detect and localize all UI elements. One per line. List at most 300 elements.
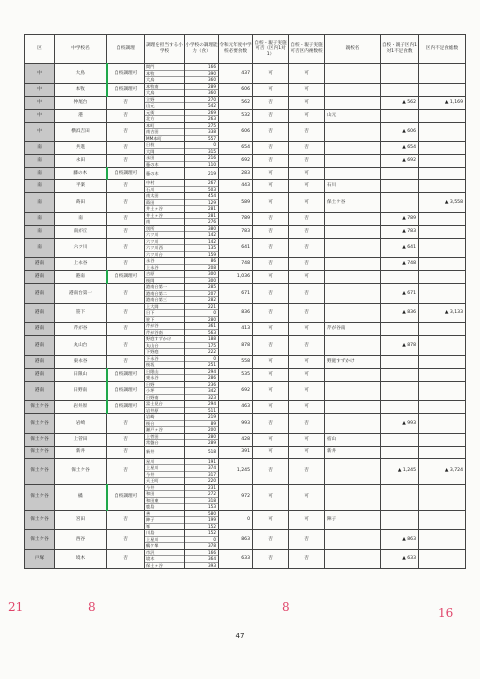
required-meals-cell: 606 <box>219 122 253 142</box>
elementary-school-name: 和田 <box>145 491 184 498</box>
column-header: 自校調理 <box>107 35 145 64</box>
feasibility-1to1-cell: 否 <box>253 225 289 238</box>
required-meals-cell: 863 <box>219 530 253 550</box>
table-row <box>25 212 466 225</box>
school-name-cell: 六ツ川 <box>55 238 107 258</box>
ward-cell: 保土ケ谷 <box>25 446 55 458</box>
self-cook-cell: 自校調理可 <box>107 381 145 401</box>
elementary-schools-cell <box>145 225 185 238</box>
capacity-value: 0 <box>185 537 218 544</box>
capacity-value: 285 <box>185 284 218 291</box>
elementary-school-name: 間門 <box>145 64 184 71</box>
ward-total-cell <box>419 83 466 96</box>
elementary-school-name: 本町 <box>145 123 184 130</box>
table-row <box>25 142 466 155</box>
parent-school-cell: 宿山 <box>325 433 381 446</box>
shortage-cell <box>381 355 419 368</box>
capacity-cell <box>185 446 219 458</box>
elementary-schools-cell <box>145 530 185 550</box>
feasibility-1to1-cell: 可 <box>253 193 289 213</box>
feasibility-1to1-cell: 可 <box>253 433 289 446</box>
handwritten-mark-2: 8 <box>88 600 96 614</box>
elementary-school-name: 大鳥 <box>146 77 155 82</box>
feasibility-multi-cell: 可 <box>289 96 325 109</box>
elementary-schools-cell <box>145 323 185 336</box>
capacity-value: 374 <box>185 465 218 472</box>
self-cook-cell: 否 <box>107 142 145 155</box>
capacity-cell <box>185 258 219 271</box>
ward-cell: 保土ケ谷 <box>25 401 55 414</box>
handwritten-mark-1: 21 <box>8 600 24 614</box>
table-row <box>25 401 466 414</box>
school-name-cell: 蒔田 <box>55 193 107 213</box>
self-cook-cell: 否 <box>107 458 145 484</box>
required-meals-cell: 463 <box>219 401 253 414</box>
feasibility-multi-cell: 可 <box>289 193 325 213</box>
table-row <box>25 64 466 84</box>
capacity-value: 318 <box>185 498 218 505</box>
feasibility-1to1-cell: 可 <box>253 401 289 414</box>
ward-total-cell <box>419 122 466 142</box>
elementary-schools-cell <box>145 193 185 213</box>
capacity-cell <box>185 271 219 284</box>
feasibility-multi-cell: 否 <box>289 336 325 356</box>
ward-cell: 港南 <box>25 336 55 356</box>
capacity-cell <box>185 96 219 109</box>
capacity-value: 110 <box>208 161 216 167</box>
elementary-school-name: 瀬戸ヶ谷 <box>146 427 163 432</box>
self-cook-cell: 否 <box>107 155 145 168</box>
required-meals-cell: 562 <box>219 96 253 109</box>
elementary-school-name: 下野庭 <box>146 349 159 354</box>
table-row <box>25 433 466 446</box>
feasibility-multi-cell: 可 <box>289 109 325 122</box>
elementary-schools-cell <box>145 122 185 142</box>
capacity-cell <box>185 530 219 550</box>
self-cook-cell: 自校調理可 <box>107 83 145 96</box>
parent-school-cell: 芹が谷南 <box>325 323 381 336</box>
capacity-value: 142 <box>185 239 218 246</box>
feasibility-multi-cell: 可 <box>289 180 325 193</box>
feasibility-multi-cell: 可 <box>289 271 325 284</box>
capacity-value: 393 <box>208 562 216 568</box>
elementary-schools-cell <box>145 155 185 168</box>
elementary-school-name: 境木 <box>145 556 184 563</box>
elementary-school-name: 芹が谷 <box>145 323 184 330</box>
feasibility-1to1-cell: 可 <box>253 64 289 84</box>
ward-cell: 中 <box>25 109 55 122</box>
capacity-cell <box>185 225 219 238</box>
parent-school-cell <box>325 122 381 142</box>
shortage-cell <box>381 64 419 84</box>
elementary-school-name: 常盤台 <box>146 440 159 445</box>
elementary-school-name: 笹下 <box>146 316 155 322</box>
self-cook-cell: 否 <box>107 180 145 193</box>
header-row <box>25 35 466 64</box>
required-meals-cell: 1,245 <box>219 458 253 484</box>
elementary-schools-cell <box>145 83 185 96</box>
shortage-cell: ▲ 789 <box>381 212 419 225</box>
self-cook-cell: 否 <box>107 225 145 238</box>
capacity-value: 272 <box>185 491 218 498</box>
elementary-school-name: 南 <box>146 219 151 224</box>
shortage-cell <box>381 271 419 284</box>
shortage-cell: ▲ 606 <box>381 122 419 142</box>
school-name-cell: 大鳥 <box>55 64 107 84</box>
ward-cell: 保土ケ谷 <box>25 484 55 510</box>
shortage-cell: ▲ 863 <box>381 530 419 550</box>
feasibility-1to1-cell: 可 <box>253 355 289 368</box>
elementary-school-name: 岩崎 <box>145 414 184 421</box>
capacity-value: 338 <box>185 129 218 136</box>
feasibility-1to1-cell: 否 <box>253 96 289 109</box>
self-cook-cell: 自校調理可 <box>107 271 145 284</box>
elementary-school-name: 本牧 <box>145 71 184 78</box>
required-meals-cell: 437 <box>219 64 253 84</box>
parent-school-cell: 陣子 <box>325 510 381 530</box>
capacity-value: 289 <box>208 440 216 445</box>
elementary-school-name: 石川 <box>146 186 155 192</box>
ward-total-cell <box>419 258 466 271</box>
elementary-school-name: 日限山 <box>145 369 184 376</box>
handwritten-mark-4: 16 <box>438 606 454 620</box>
capacity-cell <box>185 355 219 368</box>
ward-total-cell <box>419 180 466 193</box>
ward-total-cell <box>419 323 466 336</box>
handwritten-mark-3: 8 <box>282 600 290 614</box>
feasibility-multi-cell: 否 <box>289 212 325 225</box>
self-cook-cell: 否 <box>107 414 145 434</box>
elementary-school-name: 日下 <box>145 310 184 317</box>
ward-cell: 南 <box>25 155 55 168</box>
shortage-cell: ▲ 671 <box>381 284 419 304</box>
shortage-cell: ▲ 692 <box>381 155 419 168</box>
page-number: 47 <box>235 632 245 640</box>
feasibility-multi-cell: 可 <box>289 510 325 530</box>
ward-total-cell <box>419 284 466 304</box>
self-cook-cell: 自校調理可 <box>107 484 145 510</box>
elementary-school-name: 大岡 <box>146 148 155 154</box>
table-row <box>25 180 466 193</box>
feasibility-1to1-cell: 可 <box>253 180 289 193</box>
school-name-cell: 本牧 <box>55 83 107 96</box>
table-row <box>25 225 466 238</box>
ward-cell: 南 <box>25 168 55 180</box>
elementary-school-name: 下永谷 <box>145 356 184 363</box>
elementary-school-name: 藤の木 <box>146 161 159 167</box>
ward-total-cell <box>419 401 466 414</box>
self-cook-cell: 否 <box>107 530 145 550</box>
capacity-value: 360 <box>208 90 216 95</box>
ward-total-cell: ▲ 3,558 <box>419 193 466 213</box>
elementary-school-name: 桜台 <box>145 421 184 428</box>
ward-cell: 南 <box>25 180 55 193</box>
capacity-value: 280 <box>208 316 216 322</box>
feasibility-multi-cell: 否 <box>289 122 325 142</box>
required-meals-cell: 589 <box>219 193 253 213</box>
parent-school-cell <box>325 271 381 284</box>
parent-school-cell <box>325 549 381 569</box>
elementary-school-name: 六ツ川 <box>146 232 159 237</box>
school-name-cell: 西谷 <box>55 530 107 550</box>
parent-school-cell <box>325 96 381 109</box>
elementary-schools-cell <box>145 484 185 510</box>
elementary-school-name: 保土ヶ谷 <box>146 562 163 568</box>
capacity-value: 286 <box>208 375 216 380</box>
ward-cell: 港南 <box>25 258 55 271</box>
elementary-schools-cell <box>145 271 185 284</box>
table-row <box>25 510 466 530</box>
school-name-cell: 東永谷 <box>55 355 107 368</box>
elementary-schools-cell <box>145 212 185 225</box>
table-row <box>25 122 466 142</box>
ward-total-cell <box>419 530 466 550</box>
ward-cell: 中 <box>25 83 55 96</box>
capacity-value: 175 <box>185 343 218 350</box>
ward-cell: 保土ケ谷 <box>25 433 55 446</box>
column-header: 親校名 <box>325 35 381 64</box>
capacity-value: 282 <box>208 297 216 302</box>
elementary-schools-cell <box>145 381 185 401</box>
feasibility-1to1-cell: 否 <box>253 258 289 271</box>
capacity-value: 152 <box>208 523 216 529</box>
capacity-cell <box>185 303 219 323</box>
school-name-cell: 日野南 <box>55 381 107 401</box>
parent-school-cell: 新井 <box>325 446 381 458</box>
capacity-value: 0 <box>185 310 218 317</box>
school-name-cell: 横浜吉田 <box>55 122 107 142</box>
capacity-value: 281 <box>208 206 216 211</box>
elementary-schools-cell <box>145 368 185 381</box>
table-row <box>25 355 466 368</box>
capacity-value: 276 <box>208 219 216 224</box>
table-row <box>25 336 466 356</box>
table-row <box>25 446 466 458</box>
ward-total-cell <box>419 368 466 381</box>
capacity-value: 166 <box>185 64 218 71</box>
ward-total-cell <box>419 336 466 356</box>
elementary-school-name: 岩井原 <box>146 407 159 413</box>
elementary-school-name: 丸山台 <box>145 343 184 350</box>
required-meals-cell: 0 <box>219 510 253 530</box>
elementary-school-name: 山元 <box>146 103 155 108</box>
feasibility-multi-cell: 否 <box>289 225 325 238</box>
ward-total-cell <box>419 271 466 284</box>
table-row <box>25 109 466 122</box>
feasibility-1to1-cell: 否 <box>253 238 289 258</box>
feasibility-1to1-cell: 否 <box>253 549 289 569</box>
ward-total-cell: ▲ 3,133 <box>419 303 466 323</box>
feasibility-multi-cell: 否 <box>289 155 325 168</box>
elementary-school-name: 今井 <box>145 472 184 479</box>
capacity-value: 208 <box>208 264 216 270</box>
elementary-school-name: 和田東 <box>145 498 184 505</box>
capacity-value: 152 <box>185 530 218 537</box>
required-meals-cell: 606 <box>219 83 253 96</box>
school-name-cell: 橘 <box>55 484 107 510</box>
capacity-value: 263 <box>208 116 216 121</box>
elementary-school-name: 中村 <box>145 180 184 187</box>
elementary-schools-cell <box>145 336 185 356</box>
elementary-school-name: 桜坂 <box>146 362 155 367</box>
self-cook-cell: 否 <box>107 549 145 569</box>
ward-cell: 南 <box>25 212 55 225</box>
school-name-cell: 南が丘 <box>55 225 107 238</box>
capacity-cell <box>185 168 219 180</box>
elementary-school-name: 日野南 <box>146 394 159 400</box>
shortage-cell <box>381 109 419 122</box>
ward-cell: 保土ケ谷 <box>25 510 55 530</box>
required-meals-cell: 692 <box>219 155 253 168</box>
elementary-school-name: 小坪 <box>145 388 184 395</box>
capacity-value: 557 <box>208 135 216 141</box>
table-row <box>25 238 466 258</box>
lunch-capacity-table <box>24 34 466 569</box>
school-name-cell: 港南 <box>55 271 107 284</box>
feasibility-1to1-cell: 否 <box>253 122 289 142</box>
ward-cell: 南 <box>25 238 55 258</box>
capacity-value: 231 <box>185 485 218 492</box>
shortage-cell <box>381 446 419 458</box>
feasibility-1to1-cell: 否 <box>253 458 289 484</box>
capacity-value: 219 <box>185 414 218 421</box>
elementary-school-name: 港南台第三 <box>146 297 167 302</box>
elementary-schools-cell <box>145 238 185 258</box>
capacity-value: 159 <box>208 251 216 257</box>
feasibility-multi-cell: 可 <box>289 355 325 368</box>
table-row <box>25 284 466 304</box>
capacity-value: 364 <box>185 556 218 563</box>
ward-cell: 中 <box>25 96 55 109</box>
capacity-value: 207 <box>185 291 218 298</box>
school-name-cell: 仲尾台 <box>55 96 107 109</box>
ward-total-cell <box>419 64 466 84</box>
feasibility-multi-cell: 否 <box>289 414 325 434</box>
elementary-school-name: 北方 <box>146 116 155 121</box>
ward-total-cell <box>419 549 466 569</box>
capacity-value: 0 <box>185 356 218 363</box>
column-header: 区 <box>25 35 55 64</box>
required-meals-cell: 428 <box>219 433 253 446</box>
feasibility-multi-cell: 可 <box>289 368 325 381</box>
document-page <box>24 34 465 569</box>
feasibility-multi-cell: 可 <box>289 64 325 84</box>
feasibility-multi-cell: 可 <box>289 484 325 510</box>
parent-school-cell <box>325 530 381 550</box>
school-name-cell: 境木 <box>55 549 107 569</box>
ward-total-cell <box>419 168 466 180</box>
parent-school-cell <box>325 168 381 180</box>
capacity-value: 216 <box>185 155 218 162</box>
school-name-cell: 港南台第一 <box>55 284 107 304</box>
required-meals-cell: 443 <box>219 180 253 193</box>
parent-school-cell <box>325 258 381 271</box>
capacity-value: 294 <box>185 401 218 408</box>
table-row <box>25 458 466 484</box>
self-cook-cell: 否 <box>107 96 145 109</box>
capacity-cell <box>185 433 219 446</box>
elementary-school-name: 新井 <box>146 449 155 455</box>
ward-cell: 保土ケ谷 <box>25 530 55 550</box>
capacity-cell <box>185 484 219 510</box>
feasibility-1to1-cell: 否 <box>253 142 289 155</box>
table-row <box>25 83 466 96</box>
capacity-cell <box>185 212 219 225</box>
capacity-value: 191 <box>185 459 218 466</box>
capacity-cell <box>185 284 219 304</box>
required-meals-cell: 748 <box>219 258 253 271</box>
required-meals-cell: 283 <box>219 168 253 180</box>
capacity-cell <box>185 401 219 414</box>
elementary-school-name: 六ツ川 <box>145 239 184 246</box>
required-meals-cell: 671 <box>219 284 253 304</box>
elementary-school-name: 港南台第一 <box>145 284 184 291</box>
ward-cell: 南 <box>25 142 55 155</box>
required-meals-cell: 413 <box>219 323 253 336</box>
capacity-value: 267 <box>185 180 218 187</box>
school-name-cell: 笹下 <box>55 303 107 323</box>
school-name-cell: 岩井原 <box>55 401 107 414</box>
elementary-school-name: 野庭すずかけ <box>145 336 184 343</box>
parent-school-cell: 山元 <box>325 109 381 122</box>
parent-school-cell: 保土ケ谷 <box>325 193 381 213</box>
ward-total-cell <box>419 355 466 368</box>
elementary-schools-cell <box>145 180 185 193</box>
self-cook-cell: 否 <box>107 433 145 446</box>
ward-cell: 中 <box>25 64 55 84</box>
capacity-value: 188 <box>185 336 218 343</box>
capacity-value: 563 <box>208 329 216 335</box>
ward-total-cell <box>419 155 466 168</box>
elementary-schools-cell <box>145 549 185 569</box>
elementary-schools-cell <box>145 433 185 446</box>
feasibility-1to1-cell: 可 <box>253 168 289 180</box>
school-name-cell: 新井 <box>55 446 107 458</box>
column-header: 令和元年度中学校必要食数 <box>219 35 253 64</box>
feasibility-1to1-cell: 可 <box>253 510 289 530</box>
parent-school-cell <box>325 225 381 238</box>
self-cook-cell: 否 <box>107 323 145 336</box>
school-name-cell: 共進 <box>55 142 107 155</box>
capacity-value: 542 <box>208 103 216 108</box>
ward-cell: 南 <box>25 193 55 213</box>
school-name-cell: 日限山 <box>55 368 107 381</box>
capacity-value: 281 <box>185 213 218 220</box>
feasibility-multi-cell: 否 <box>289 284 325 304</box>
elementary-school-name: 別所 <box>145 226 184 233</box>
capacity-value: 378 <box>208 543 216 548</box>
shortage-cell: ▲ 654 <box>381 142 419 155</box>
elementary-schools-cell <box>145 96 185 109</box>
feasibility-1to1-cell: 可 <box>253 446 289 458</box>
parent-school-cell <box>325 142 381 155</box>
shortage-cell <box>381 193 419 213</box>
table-row <box>25 193 466 213</box>
self-cook-cell: 自校調理可 <box>107 168 145 180</box>
capacity-value: 0 <box>185 142 218 149</box>
parent-school-cell <box>325 414 381 434</box>
elementary-schools-cell <box>145 446 185 458</box>
parent-school-cell <box>325 64 381 84</box>
capacity-value: 511 <box>208 407 216 413</box>
shortage-cell: ▲ 633 <box>381 549 419 569</box>
required-meals-cell: 993 <box>219 414 253 434</box>
feasibility-1to1-cell: 否 <box>253 212 289 225</box>
table-row <box>25 155 466 168</box>
elementary-schools-cell <box>145 64 185 84</box>
feasibility-1to1-cell: 可 <box>253 368 289 381</box>
column-header: 自校・親子実施可否（区内1対1） <box>253 35 289 64</box>
